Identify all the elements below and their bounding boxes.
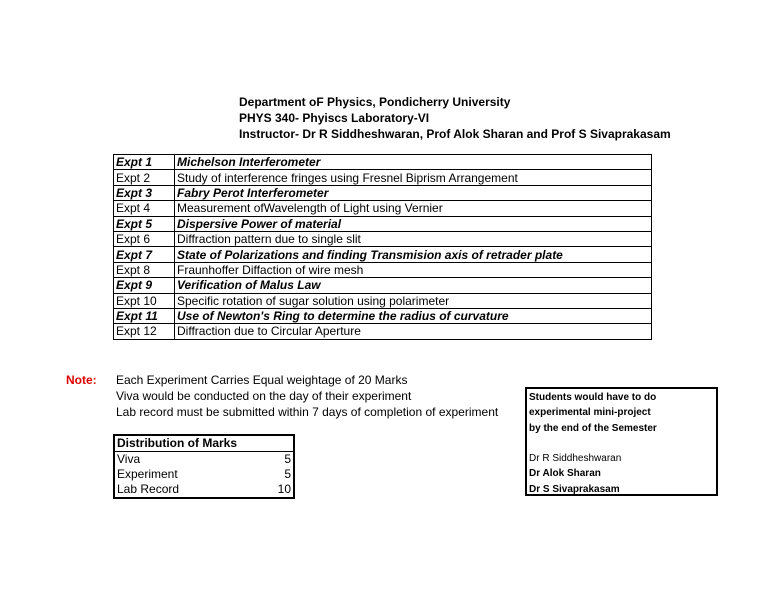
expt-title: Dispersive Power of material [175,216,652,231]
marks-label: Viva [117,452,141,466]
faculty-name: Dr R Siddheshwaran [529,453,622,465]
expt-id: Expt 12 [114,324,175,339]
project-line-2: experimental mini-project [529,407,651,419]
marks-label: Experiment [117,467,178,481]
expt-title: Fraunhoffer Diffaction of wire mesh [175,262,652,277]
expt-id: Expt 6 [114,231,175,246]
expt-id: Expt 3 [114,185,175,200]
marks-value: 5 [284,467,291,481]
expt-title: Use of Newton's Ring to determine the radius of curvature [175,308,652,323]
project-line-3: by the end of the Semester [529,422,657,434]
table-row [114,324,652,339]
table-row [114,262,652,277]
faculty-name: Dr Alok Sharan [529,468,601,480]
table-row [114,482,294,498]
table-row [114,278,652,293]
header-department: Department oF Physics, Pondicherry University [239,95,511,109]
mini-project-box [525,387,718,496]
expt-id: Expt 4 [114,201,175,216]
expt-title: Diffraction pattern due to single slit [175,231,652,246]
note-line-3: Lab record must be submitted within 7 days of completion of experiment [116,405,499,419]
table-row [114,231,652,246]
expt-title: Verification of Malus Law [175,278,652,293]
expt-id: Expt 8 [114,262,175,277]
marks-label: Lab Record [117,482,180,496]
expt-title: Study of interference fringes using Fresnel Biprism Arrangement [175,170,652,185]
table-row [114,216,652,231]
note-line-2: Viva would be conducted on the day of their experiment [116,389,412,403]
table-row [114,185,652,200]
expt-id: Expt 1 [114,155,175,170]
table-row [114,467,294,482]
note-line-1: Each Experiment Carries Equal weightage of 20 Marks [116,373,408,387]
expt-title: Michelson Interferometer [175,155,652,170]
marks-value: 5 [284,452,291,466]
faculty-name: Dr S Sivaprakasam [529,483,620,495]
note-label: Note: [66,373,97,387]
expt-title: Specific rotation of sugar solution using polarimeter [175,293,652,308]
expt-title: Diffraction due to Circular Aperture [175,324,652,339]
project-line-1: Students would have to do [529,392,657,403]
expt-title: Fabry Perot Interferometer [175,185,652,200]
expt-id: Expt 2 [114,170,175,185]
table-row [114,201,652,216]
marks-distribution-table [113,434,295,499]
header-instructors: Instructor- Dr R Siddheshwaran, Prof Alok Sharan and Prof S Sivaprakasam [239,127,671,141]
expt-id: Expt 10 [114,293,175,308]
table-row [114,308,652,323]
expt-title: State of Polarizations and finding Transmision axis of retrader plate [175,247,652,262]
table-row [114,452,294,468]
expt-id: Expt 5 [114,216,175,231]
table-row [114,247,652,262]
expt-id: Expt 11 [114,308,175,323]
expt-id: Expt 7 [114,247,175,262]
expt-title: Measurement ofWavelength of Light using Vernier [175,201,652,216]
experiments-table [113,154,652,340]
marks-value: 10 [277,482,291,496]
header-course: PHYS 340- Phyiscs Laboratory-VI [239,111,430,125]
table-row [114,293,652,308]
spacer [529,436,714,451]
expt-id: Expt 9 [114,278,175,293]
table-row [114,155,652,170]
marks-heading: Distribution of Marks [114,435,294,452]
table-row [114,170,652,185]
